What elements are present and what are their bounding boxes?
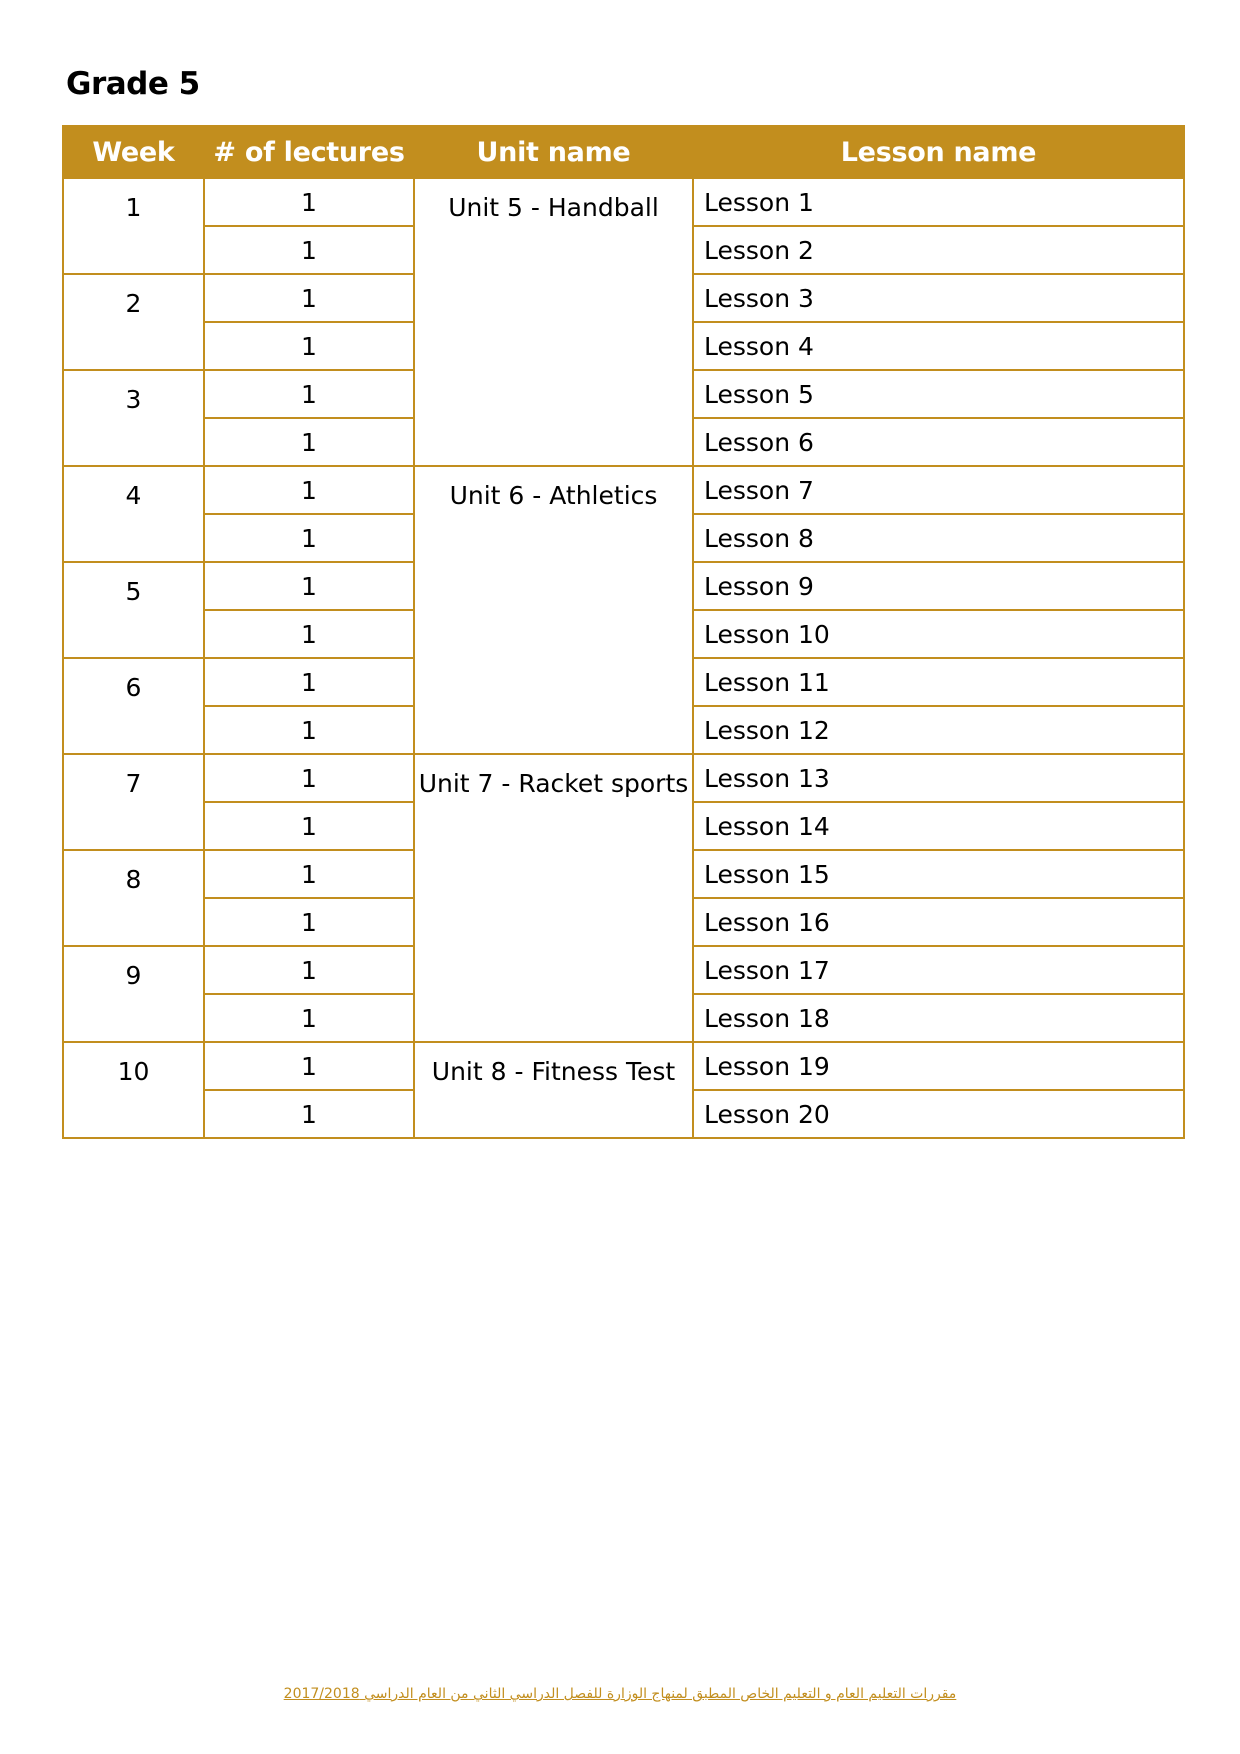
unit-cell: Unit 5 - Handball	[414, 178, 693, 466]
unit-cell: Unit 6 - Athletics	[414, 466, 693, 754]
lectures-cell: 1	[204, 322, 414, 370]
header-row	[63, 126, 1184, 178]
page-title: Grade 5	[66, 66, 200, 102]
table-row	[63, 754, 1184, 802]
lesson-cell: Lesson 7	[693, 466, 1184, 514]
table-row	[63, 466, 1184, 514]
lectures-cell: 1	[204, 1090, 414, 1138]
lectures-cell: 1	[204, 898, 414, 946]
lesson-cell: Lesson 6	[693, 418, 1184, 466]
week-cell: 2	[63, 274, 204, 370]
week-cell: 7	[63, 754, 204, 850]
lesson-cell: Lesson 14	[693, 802, 1184, 850]
lesson-cell: Lesson 11	[693, 658, 1184, 706]
lesson-cell: Lesson 3	[693, 274, 1184, 322]
lectures-cell: 1	[204, 226, 414, 274]
lectures-cell: 1	[204, 562, 414, 610]
lesson-cell: Lesson 5	[693, 370, 1184, 418]
lectures-cell: 1	[204, 178, 414, 226]
lectures-cell: 1	[204, 610, 414, 658]
lectures-cell: 1	[204, 370, 414, 418]
lesson-cell: Lesson 2	[693, 226, 1184, 274]
lesson-cell: Lesson 1	[693, 178, 1184, 226]
lesson-cell: Lesson 16	[693, 898, 1184, 946]
week-cell: 4	[63, 466, 204, 562]
unit-cell: Unit 7 - Racket sports	[414, 754, 693, 1042]
week-cell: 3	[63, 370, 204, 466]
lectures-cell: 1	[204, 946, 414, 994]
table-row	[63, 178, 1184, 226]
week-header: Week	[63, 126, 204, 178]
lectures-cell: 1	[204, 514, 414, 562]
schedule-table	[62, 125, 1185, 1139]
footer-note: مقررات التعليم العام و التعليم الخاص المطبق لمنهاج الوزارة للفصل الدراسي الثاني من العام الدراسي 2017/2018	[283, 1686, 957, 1702]
lesson-cell: Lesson 4	[693, 322, 1184, 370]
lectures-header: # of lectures	[204, 126, 414, 178]
lesson-cell: Lesson 12	[693, 706, 1184, 754]
lectures-cell: 1	[204, 274, 414, 322]
unit-cell: Unit 8 - Fitness Test	[414, 1042, 693, 1138]
lectures-cell: 1	[204, 994, 414, 1042]
week-cell: 6	[63, 658, 204, 754]
lesson-cell: Lesson 15	[693, 850, 1184, 898]
lesson-cell: Lesson 8	[693, 514, 1184, 562]
week-cell: 5	[63, 562, 204, 658]
week-cell: 10	[63, 1042, 204, 1138]
lesson-cell: Lesson 19	[693, 1042, 1184, 1090]
unit-header: Unit name	[414, 126, 693, 178]
week-cell: 8	[63, 850, 204, 946]
lesson-cell: Lesson 18	[693, 994, 1184, 1042]
lesson-cell: Lesson 9	[693, 562, 1184, 610]
lesson-header: Lesson name	[693, 126, 1184, 178]
lectures-cell: 1	[204, 466, 414, 514]
week-cell: 1	[63, 178, 204, 274]
lectures-cell: 1	[204, 658, 414, 706]
week-cell: 9	[63, 946, 204, 1042]
table-row	[63, 1042, 1184, 1090]
lesson-cell: Lesson 17	[693, 946, 1184, 994]
lectures-cell: 1	[204, 706, 414, 754]
lesson-cell: Lesson 10	[693, 610, 1184, 658]
lectures-cell: 1	[204, 1042, 414, 1090]
lectures-cell: 1	[204, 850, 414, 898]
lectures-cell: 1	[204, 418, 414, 466]
lesson-cell: Lesson 20	[693, 1090, 1184, 1138]
lesson-cell: Lesson 13	[693, 754, 1184, 802]
lectures-cell: 1	[204, 802, 414, 850]
lectures-cell: 1	[204, 754, 414, 802]
